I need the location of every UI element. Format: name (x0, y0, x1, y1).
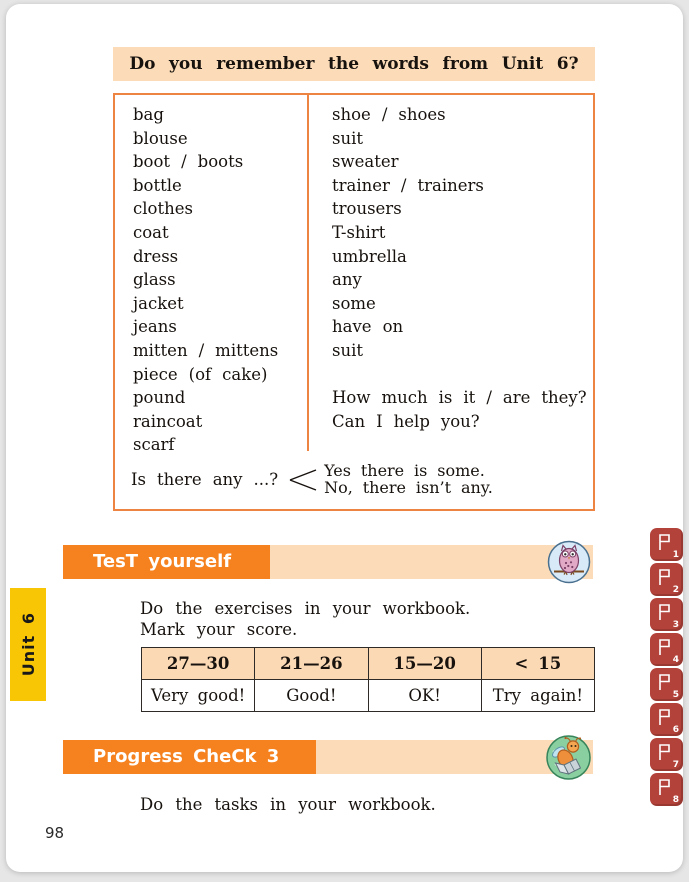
textbook-page (6, 4, 683, 872)
fork-answers (324, 462, 493, 497)
flag-icon (654, 776, 674, 798)
vocab-word: jacket (133, 293, 184, 313)
vocab-left-column (115, 103, 307, 457)
question-fork (115, 462, 593, 497)
test-yourself-heading (63, 545, 270, 579)
vocab-word: suit (332, 340, 364, 360)
instruction-line: Mark your score. (140, 620, 298, 639)
bookmark-number: 6 (672, 725, 679, 735)
vocab-phrase: Can I help you? (332, 411, 480, 431)
vocab-word: jeans (133, 317, 177, 337)
bookmark-tab-6[interactable] (650, 703, 683, 736)
vocabulary-box (113, 93, 595, 511)
flag-icon (654, 566, 674, 588)
instruction-line: Do the exercises in your workbook. (140, 599, 471, 618)
score-range-cell: 15—20 (368, 648, 481, 680)
bookmark-tab-2[interactable] (650, 563, 683, 596)
bookmark-tab-4[interactable] (650, 633, 683, 666)
vocab-word: some (332, 293, 376, 313)
fork-answer-yes: Yes there is some. (324, 460, 485, 480)
vocab-right-column (307, 103, 593, 457)
bookmark-tab-7[interactable] (650, 738, 683, 771)
score-verdict-cell: Try again! (481, 680, 594, 712)
vocab-word: piece (of cake) (133, 364, 268, 384)
vocab-word: any (332, 270, 362, 290)
score-range-cell: 27—30 (142, 648, 255, 680)
unit-6-tab[interactable] (10, 588, 46, 701)
score-table-value-row (142, 680, 595, 712)
flag-icon (654, 601, 674, 623)
score-table-header-row (142, 648, 595, 680)
unit-tab-label: Unit 6 (18, 612, 38, 677)
bookmark-number: 3 (672, 620, 679, 630)
banner-title: Do you remember the words from Unit 6? (129, 54, 579, 74)
progress-instruction (140, 794, 436, 815)
vocab-word: mitten / mittens (133, 340, 279, 360)
score-verdict-cell: Very good! (142, 680, 255, 712)
bookmark-number: 7 (672, 760, 679, 770)
bookmark-tab-3[interactable] (650, 598, 683, 631)
vocab-word: raincoat (133, 411, 203, 431)
column-divider (307, 95, 309, 451)
branch-lines-icon (287, 464, 319, 494)
vocab-word: bag (133, 105, 164, 124)
bookmark-number: 1 (672, 550, 679, 560)
reading-mascot-icon (545, 734, 592, 781)
page-number: 98 (45, 824, 65, 842)
progress-check-heading (63, 740, 316, 774)
vocab-word: scarf (133, 435, 175, 455)
flag-icon (654, 671, 674, 693)
test-instructions (140, 598, 470, 640)
vocab-word: T-shirt (332, 222, 386, 242)
fork-answer-no: No, there isn’t any. (324, 478, 493, 498)
vocab-word: bottle (133, 175, 182, 195)
score-table (141, 647, 595, 712)
flag-icon (654, 741, 674, 763)
bookmark-tab-8[interactable] (650, 773, 683, 806)
bookmark-number: 8 (672, 795, 679, 805)
vocabulary-columns (115, 95, 593, 457)
bookmark-tab-1[interactable] (650, 528, 683, 561)
score-verdict-cell: OK! (368, 680, 481, 712)
vocab-word: trainer / trainers (332, 175, 484, 195)
bookmark-tab-5[interactable] (650, 668, 683, 701)
vocab-word: glass (133, 270, 176, 290)
vocab-word: suit (332, 128, 364, 148)
test-yourself-label: TesT yourself (93, 551, 232, 572)
vocab-word: coat (133, 222, 169, 242)
vocab-word: trousers (332, 199, 402, 219)
score-verdict-cell: Good! (255, 680, 368, 712)
progress-check-label: Progress CheCk 3 (93, 746, 280, 767)
test-yourself-strip (63, 545, 593, 579)
vocab-phrase: How much is it / are they? (332, 388, 587, 408)
owl-icon (547, 540, 591, 584)
bookmark-number: 5 (672, 690, 679, 700)
flag-icon (654, 636, 674, 658)
flag-icon (654, 706, 674, 728)
score-range-cell: 21—26 (255, 648, 368, 680)
bookmark-number: 4 (672, 655, 679, 665)
vocab-word: pound (133, 388, 186, 408)
vocab-word: clothes (133, 199, 193, 219)
flag-icon (654, 531, 674, 553)
vocab-word: umbrella (332, 246, 407, 266)
vocab-blank-line (332, 363, 593, 387)
vocab-word: have on (332, 317, 404, 337)
banner-question (113, 47, 595, 81)
vocab-word: shoe / shoes (332, 105, 446, 124)
vocab-word: blouse (133, 128, 188, 148)
score-range-cell: < 15 (481, 648, 594, 680)
vocab-word: boot / boots (133, 152, 244, 172)
bookmark-number: 2 (672, 585, 679, 595)
fork-question: Is there any ...? (131, 469, 279, 489)
progress-check-strip (63, 740, 593, 774)
vocab-word: sweater (332, 152, 399, 172)
vocab-word: dress (133, 246, 179, 266)
instruction-line: Do the tasks in your workbook. (140, 795, 436, 814)
